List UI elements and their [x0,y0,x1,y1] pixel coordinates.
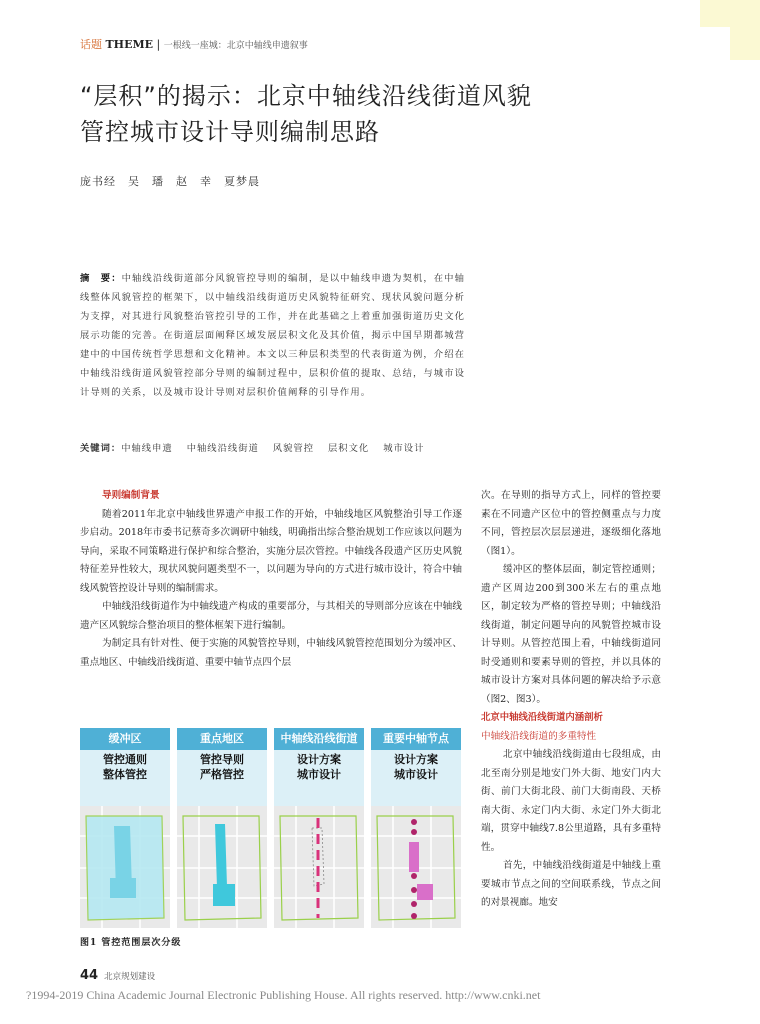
keyword: 中轴线沿线街道 [186,443,259,454]
figure-column-buffer [80,728,170,928]
keywords [80,440,438,454]
title-line-2: 管控城市设计导则编制思路 [80,118,380,146]
figure-column-key-area [177,728,267,928]
figure-caption: 图1 管控范围层次分级 [80,938,182,948]
paragraph: 为制定具有针对性、便于实施的风貌管控导则，中轴线风貌管控范围划分为缓冲区、重点地区、中轴线沿线街道、重要中轴节点四个层 [80,638,462,668]
figure-1 [80,728,465,928]
corner-decoration-2 [730,0,760,60]
map-buffer-zone [80,806,170,928]
map-nodes [371,806,461,928]
figure-column-rule [274,750,364,808]
header-theme: THEME [105,38,154,51]
paragraph: 随着2011年北京中轴线世界遗产申报工作的开始，中轴线地区风貌整治引导工作逐步启动。2018年市委书记蔡奇多次调研中轴线，明确指出综合整治规划工作应该以问题为导向，采取不同策略进行保护和综合整治，实施分层次管控。中轴线各段遗产区历史风貌特征差异性较大，现状风貌问题类型不一，以问题为导向的方式进行城市设计，符合中轴线风貌管控设计导则的编制需求。 [80,508,462,594]
keywords-label: 关键词： [80,443,122,454]
authors: 庞书经 吴 璠 赵 幸 夏梦晨 [80,175,260,188]
header-topic: 话题 [80,38,102,51]
header-divider: | [156,38,161,51]
page-number: 44 [80,968,99,983]
rule-line: 管控导则 [200,753,244,766]
figure-column-title: 重点地区 [177,728,267,750]
body-left-column [80,487,462,672]
journal-name: 北京规划建设 [104,972,156,982]
keyword: 中轴线申遗 [121,443,173,454]
abstract-text: 中轴线沿线街道部分风貌管控导则的编制，是以中轴线申遗为契机，在中轴线整体风貌管控的框架下，以中轴线沿线街道历史风貌特征研究、现状风貌问题分析为支撑，对其进行风貌整治管控引导的工作，并在此基础之上着重加强街道历史文化展示功能的完善。在街道层面阐释区域发展层积文化及其价值，揭示中国早期都城营建中的中国传统哲学思想和文化精神。本文以三种层积类型的代表街道为例，介绍在中轴线沿线街道风貌管控部分导则的编制过程中，层积价值的提取、总结，与城市设计导则的关系，以及城市设计导则对层积价值阐释的引导作用。 [80,273,465,398]
figure-column-rule [80,750,170,808]
running-header [80,36,308,52]
section-title: 北京中轴线沿线街道内涵剖析 [481,712,603,723]
paragraph: 次。在导则的指导方式上，同样的管控要素在不同遗产区位中的管控侧重点与力度不同，管控层次层层递进，逐级细化落地（图1）。 [481,490,661,557]
abstract [80,269,465,402]
paragraph: 北京中轴线沿线街道由七段组成，由北至南分别是地安门外大街、地安门内大街、前门大街北段、前门大街南段、天桥南大街、永定门内大街、永定门外大街北端，贯穿中轴线7.8公里道路，具有多重特性。 [481,749,661,853]
section-title: 导则编制背景 [102,490,160,501]
figure-column-title: 缓冲区 [80,728,170,750]
rule-line: 整体管控 [103,768,147,781]
map-key-area [177,806,267,928]
figure-column-rule [177,750,267,808]
paragraph: 中轴线沿线街道作为中轴线遗产构成的重要部分，与其相关的导则部分应该在中轴线遗产区风貌综合整治项目的整体框架下进行编制。 [80,601,462,631]
subsection-title: 中轴线沿线街道的多重特性 [481,730,597,742]
rule-line: 严格管控 [200,768,244,781]
rule-line: 设计方案 [297,753,341,766]
keyword: 风貌管控 [272,443,314,454]
abstract-label: 摘 要： [80,273,122,284]
paragraph: 首先，中轴线沿线街道是中轴线上重要城市节点之间的空间联系线，节点之间的对景视廊。地安 [481,860,661,908]
article-title [80,78,532,150]
rule-line: 城市设计 [394,768,438,781]
rule-line: 管控通则 [103,753,147,766]
header-subtitle: 一根线一座城：北京中轴线申遗叙事 [163,41,308,51]
figure-column-title: 中轴线沿线街道 [274,728,364,750]
page-footer [80,968,155,983]
paragraph: 缓冲区的整体层面，制定管控通则；遗产区周边200到300米左右的重点地区，制定较为严格的管控导则；中轴线沿线街道，制定问题导向的风貌管控城市设计导则。从管控范围上看，中轴线街道同时受通则和要素导则的管控，并以具体的城市设计方案对具体问题的解决给予示意（图2、图3）。 [481,564,661,705]
figure-column-rule [371,750,461,808]
map-streets [274,806,364,928]
keyword: 层积文化 [328,443,370,454]
rule-line: 城市设计 [297,768,341,781]
title-line-1: “层积”的揭示：北京中轴线沿线街道风貌 [80,82,532,110]
rule-line: 设计方案 [394,753,438,766]
keyword: 城市设计 [383,443,425,454]
figure-column-title: 重要中轴节点 [371,728,461,750]
copyright-notice: ?1994-2019 China Academic Journal Electronic Publishing House. All rights reserved. http://www.cnki.net [26,988,541,1002]
figure-column-streets [274,728,364,928]
body-right-column [481,487,661,913]
figure-column-nodes [371,728,461,928]
